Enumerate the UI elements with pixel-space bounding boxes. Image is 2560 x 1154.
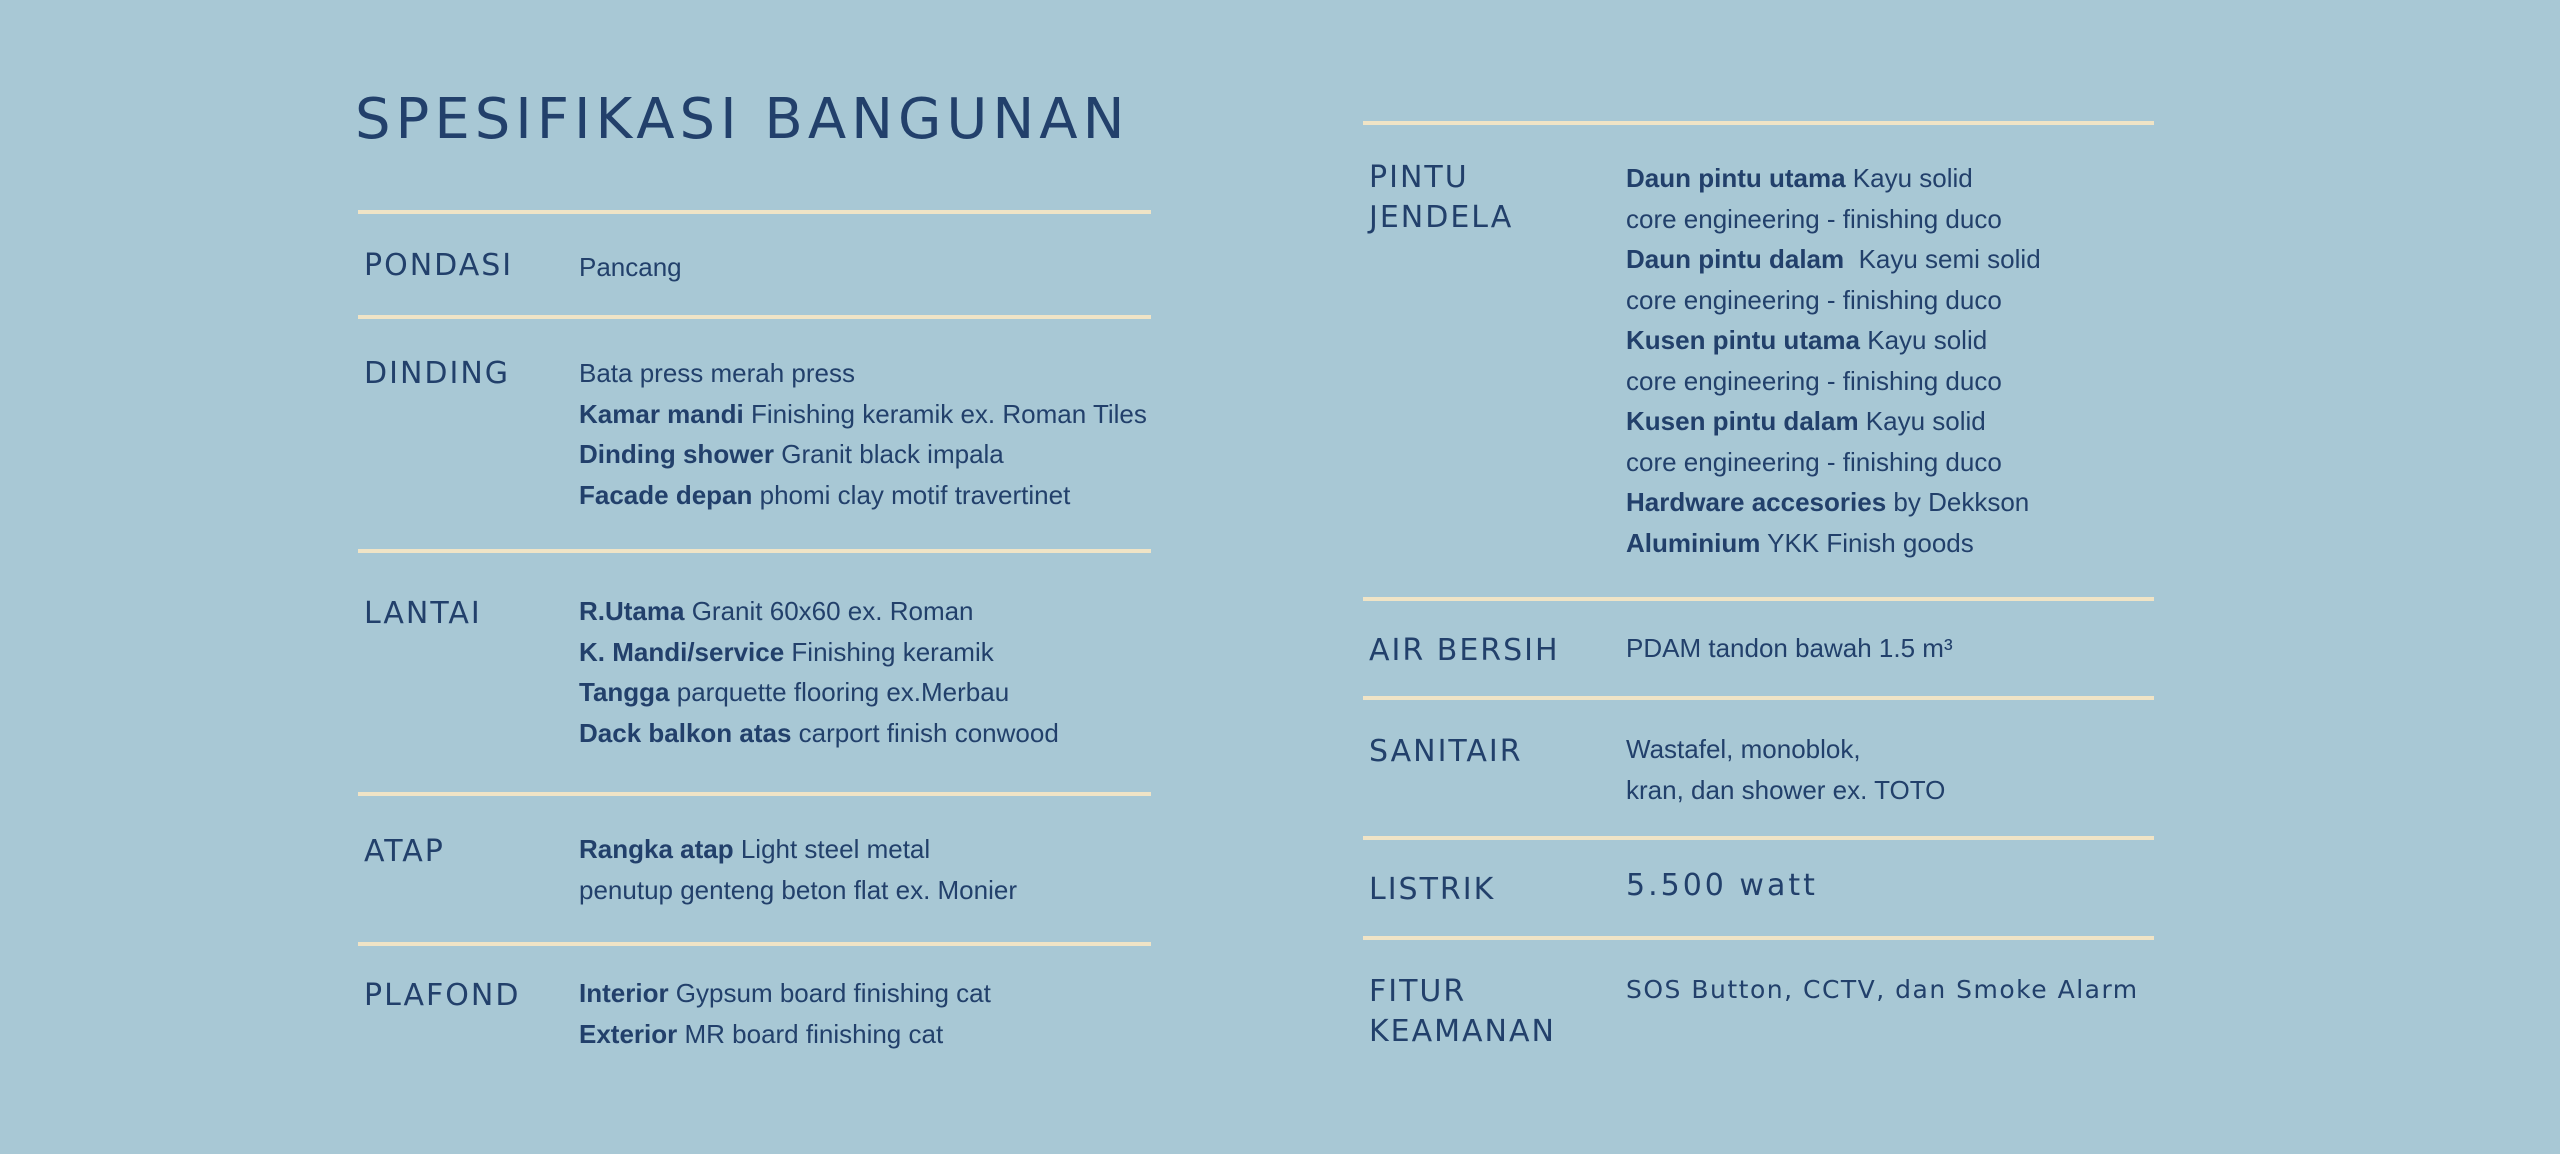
- spec-line: Exterior MR board finishing cat: [579, 1018, 944, 1049]
- spec-line: Bata press merah press: [579, 358, 856, 388]
- divider: [358, 792, 1151, 796]
- spec-line: core engineering - finishing duco: [1626, 446, 2002, 477]
- spec-line: Dack balkon atas carport finish conwood: [579, 717, 1059, 748]
- spec-line: Daun pintu utama Kayu solid: [1626, 163, 1973, 193]
- spec-value-lantai: [579, 591, 1059, 753]
- spec-label-sanitair: SANITAIR: [1369, 734, 1523, 769]
- spec-label-pondasi: PONDASI: [364, 248, 514, 283]
- spec-line: core engineering - finishing duco: [1626, 284, 2002, 315]
- spec-label-fitur-keamanan: FITUR KEAMANAN: [1369, 974, 1556, 1049]
- spec-line: R.Utama Granit 60x60 ex. Roman: [579, 596, 974, 626]
- spec-label-dinding: DINDING: [364, 356, 511, 391]
- spec-line: Rangka atap Light steel metal: [579, 834, 931, 864]
- spec-line: Daun pintu dalam Kayu semi solid: [1626, 244, 2041, 274]
- divider: [1363, 836, 2154, 840]
- spec-line: Kusen pintu utama Kayu solid: [1626, 325, 1988, 355]
- spec-value-sanitair: [1626, 729, 1945, 810]
- spec-line: K. Mandi/service Finishing keramik: [579, 636, 994, 667]
- divider: [358, 315, 1151, 319]
- spec-label-air-bersih: AIR BERSIH: [1369, 633, 1560, 668]
- spec-line: Interior Gypsum board finishing cat: [579, 978, 991, 1008]
- spec-line: kran, dan shower ex. TOTO: [1626, 774, 1946, 805]
- spec-value-pintu-jendela: [1626, 158, 2041, 563]
- page-title: SPESIFIKASI BANGUNAN: [355, 87, 1130, 152]
- spec-label-pintu-jendela: PINTU JENDELA: [1369, 160, 1514, 235]
- spec-line: Pancang: [579, 252, 682, 282]
- spec-label-lantai: LANTAI: [364, 596, 482, 631]
- spec-value-listrik: 5.500 watt: [1626, 868, 1818, 903]
- spec-line: Facade depan phomi clay motif travertinet: [579, 479, 1071, 510]
- spec-value-air-bersih: PDAM tandon bawah 1.5 m³: [1626, 633, 1953, 663]
- divider: [358, 549, 1151, 553]
- spec-line: core engineering - finishing duco: [1626, 365, 2002, 396]
- divider: [1363, 696, 2154, 700]
- divider: [358, 942, 1151, 946]
- spec-label-plafond: PLAFOND: [364, 978, 521, 1013]
- divider: [1363, 597, 2154, 601]
- spec-value-pondasi: [579, 247, 682, 288]
- spec-value-plafond: [579, 973, 991, 1054]
- divider: [1363, 936, 2154, 940]
- spec-label-listrik: LISTRIK: [1369, 872, 1496, 907]
- spec-value-atap: [579, 829, 1017, 910]
- spec-line: Kusen pintu dalam Kayu solid: [1626, 406, 1986, 436]
- spec-line: Kamar mandi Finishing keramik ex. Roman Tiles: [579, 398, 1147, 429]
- divider: [358, 210, 1151, 214]
- spec-line: Aluminium YKK Finish goods: [1626, 527, 1974, 558]
- spec-line: penutup genteng beton flat ex. Monier: [579, 874, 1017, 905]
- spec-line: core engineering - finishing duco: [1626, 203, 2002, 234]
- spec-line: Tangga parquette flooring ex.Merbau: [579, 677, 1010, 707]
- spec-value-dinding: [579, 353, 1147, 515]
- divider: [1363, 121, 2154, 125]
- spec-line: Wastafel, monoblok,: [1626, 734, 1861, 764]
- spec-label-atap: ATAP: [364, 834, 445, 869]
- spec-line: Hardware accesories by Dekkson: [1626, 487, 2030, 517]
- spec-value-fitur-keamanan: SOS Button, CCTV, dan Smoke Alarm: [1626, 975, 2139, 1004]
- spec-line: Dinding shower Granit black impala: [579, 439, 1004, 469]
